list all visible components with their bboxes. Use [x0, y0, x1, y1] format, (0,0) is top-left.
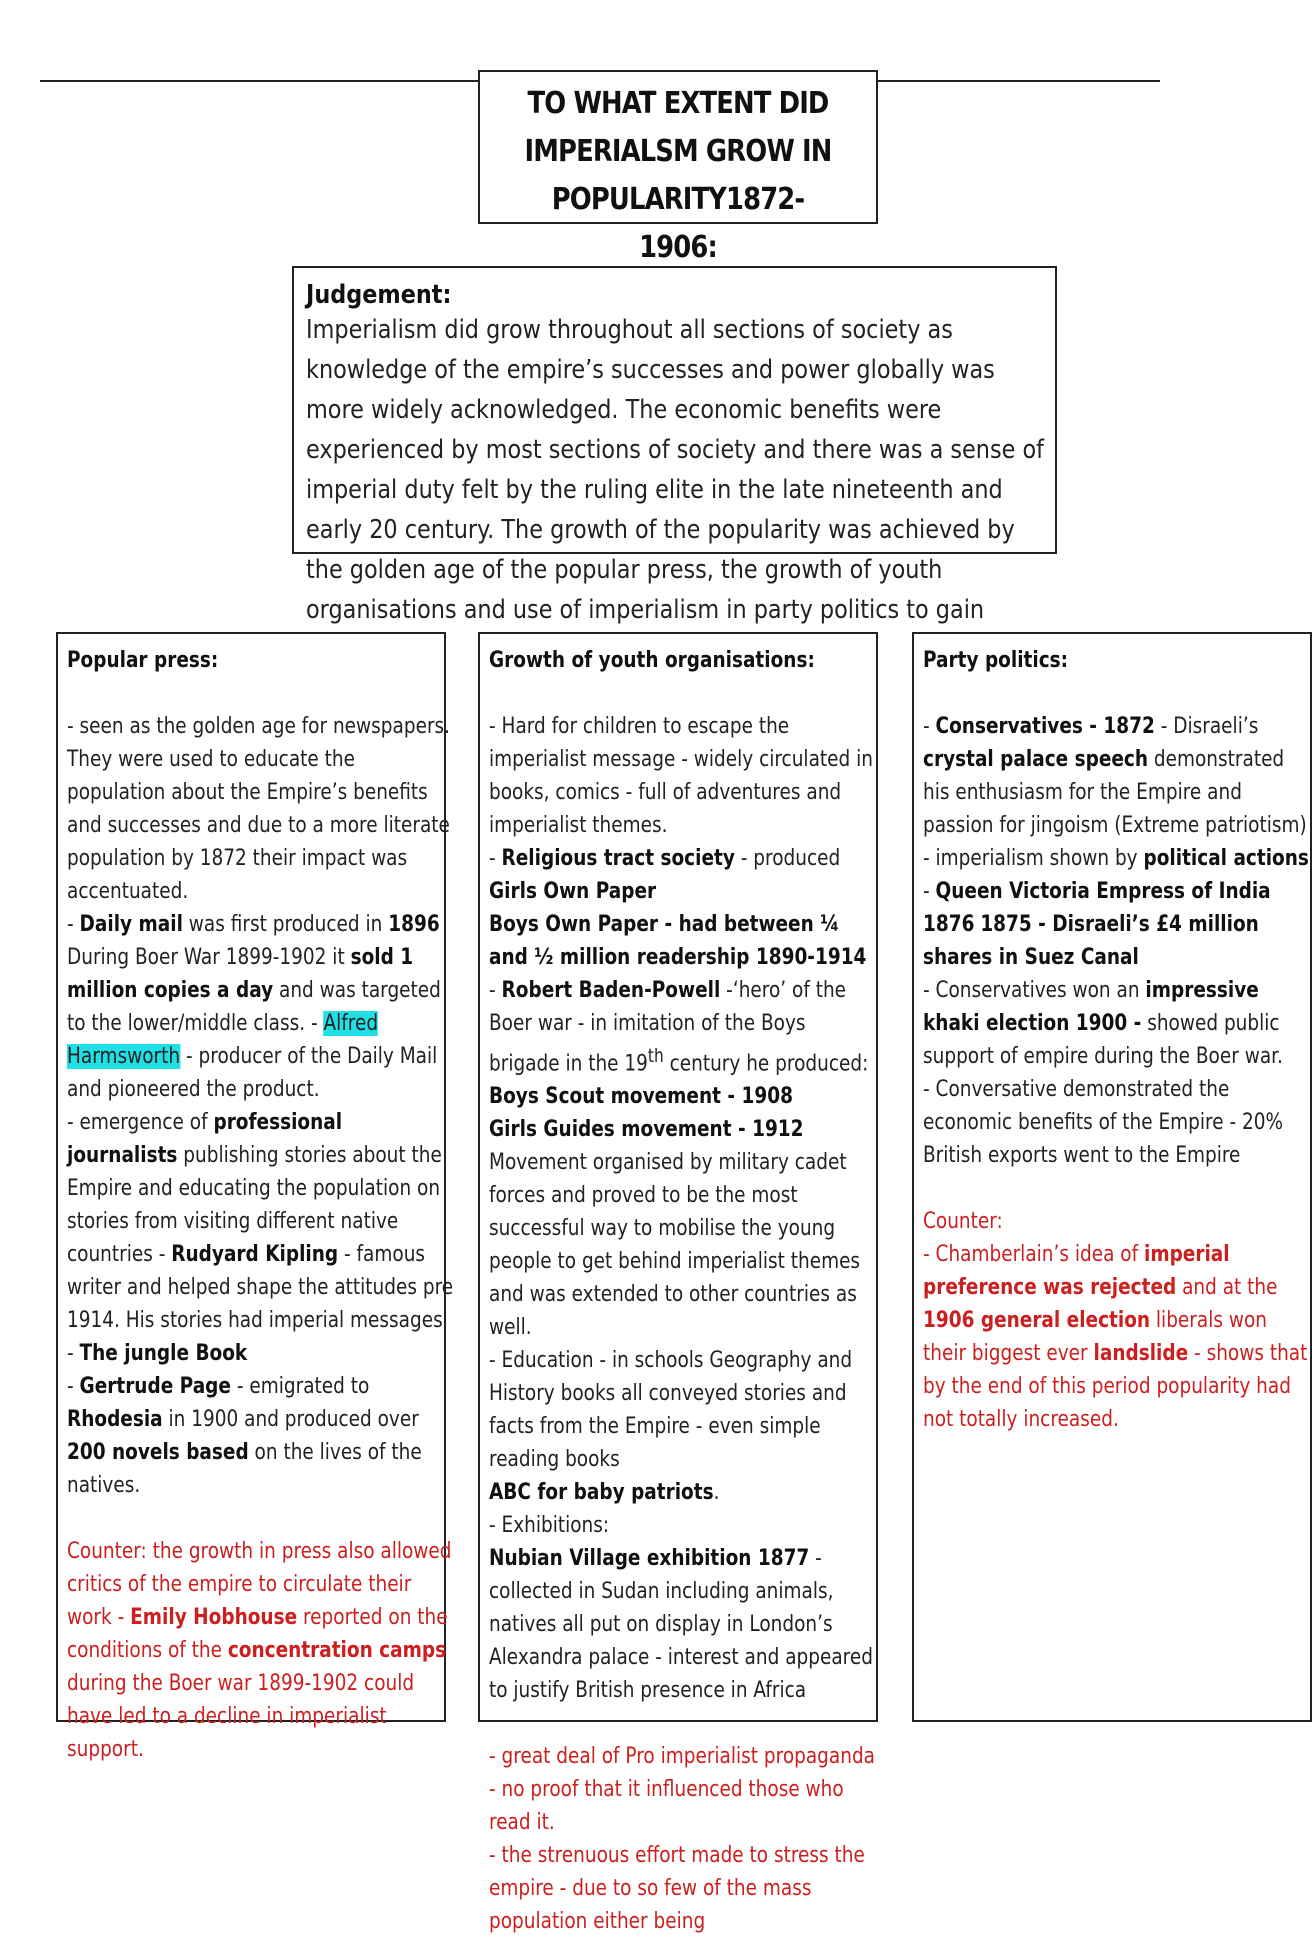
bold-text: Boys Scout movement - 1908 [489, 1084, 793, 1110]
page-title-line: TO WHAT EXTENT DID [527, 86, 829, 121]
text-run: . [713, 1480, 720, 1506]
column-content [489, 644, 875, 1938]
text-run: th [647, 1046, 664, 1067]
bold-text: impressive khaki election 1900 - [923, 978, 1259, 1036]
highlighted-text: Alfred Harmsworth [67, 1011, 379, 1069]
bold-text: 1896 [388, 912, 440, 937]
text-run: - emergence of [67, 1110, 214, 1135]
bold-text: Daily mail [79, 912, 183, 937]
bold-text: Boys Own Paper - had between ¼ and ½ million readership 1890-1914 [489, 912, 867, 970]
bold-text: Emily Hobhouse [130, 1605, 298, 1630]
bold-text: Gertrude Page [79, 1374, 231, 1399]
text-run: century he produced: [663, 1051, 869, 1077]
column-heading: Popular press: [67, 648, 219, 673]
text-run: demonstrated his enthusiasm for the Empire and passion for jingoism (Extreme patriotism) [923, 747, 1307, 838]
text-run: - [923, 714, 936, 739]
notes-paragraph [489, 710, 875, 1707]
text-run: - collected in Sudan including animals, natives all put on display in London’s Alexandra palace - interest and appeared to justify British presence in Africa [489, 1546, 873, 1704]
bold-text: landslide [1093, 1341, 1189, 1366]
text-run: Movement organised by military cadet forces and proved to be the most successful way to mobilise the young people to get behind imperialist themes and was extended to other countries as well. [489, 1150, 861, 1341]
text-run: during the Boer war 1899-1902 could have led to a decline in imperialist support. [67, 1671, 415, 1762]
counter-paragraph [489, 1740, 875, 1938]
bold-text: concentration camps [227, 1638, 447, 1663]
text-run: - emigrated to [230, 1374, 370, 1399]
bold-text: professional journalists [67, 1110, 343, 1168]
header-rule-right [876, 80, 1160, 82]
bold-text: Queen Victoria Empress of India 1876 [923, 879, 1271, 937]
notes-paragraph [67, 710, 453, 1502]
bold-text: sold 1 million copies a day [67, 945, 414, 1003]
bold-text: crystal palace speech [923, 747, 1149, 772]
text-run: - famous writer and helped shape the attitudes pre 1914. His stories had imperial messages - [67, 1242, 454, 1366]
header-rule-left [40, 80, 480, 82]
column-content [923, 644, 1309, 1436]
text-run: reported on the conditions of the [67, 1605, 448, 1663]
text-run: and was targeted to the lower/middle class. - [67, 978, 441, 1036]
bold-text: ABC for baby patriots [489, 1480, 714, 1506]
column-youth-organisations [478, 632, 878, 1935]
text-run: in 1900 and produced over [162, 1407, 419, 1432]
bold-text: The jungle Book [79, 1341, 248, 1366]
text-run: - [489, 978, 502, 1003]
bold-text: Religious tract society [501, 846, 735, 871]
bold-text: imperial preference was rejected [923, 1242, 1230, 1300]
text-run: liberals won their biggest ever [923, 1308, 1267, 1366]
column-popular-press [56, 632, 454, 1762]
text-run: - great deal of Pro imperialist propaganda - no proof that it influenced those who read it. [489, 1744, 876, 1836]
bold-text: political actions [1143, 846, 1309, 871]
text-run: - [67, 912, 80, 937]
text-run: - shows that by the end of this period popularity had not totally increased. [923, 1341, 1308, 1432]
column-party-politics [912, 632, 1312, 1722]
text-run: - Hard for children to escape the imperialist message - widely circulated in books, comics - full of adventures and imperialist themes. [489, 714, 873, 838]
bold-text: 1906 general election [923, 1308, 1151, 1333]
bold-text: Nubian Village exhibition 1877 [489, 1546, 810, 1572]
text-run: was first produced in [182, 912, 389, 937]
counter-paragraph [67, 1535, 453, 1766]
bold-text: 200 novels based [67, 1440, 249, 1465]
text-run: - Conservatives won an [923, 978, 1146, 1003]
bold-text: Girls Own Paper [489, 879, 657, 904]
text-run: - [489, 846, 502, 871]
text-run: - imperialism shown by [923, 846, 1144, 871]
column-content [67, 644, 453, 1766]
text-run: publishing stories about the Empire and educating the population on stories from visiting different native countries - [67, 1143, 442, 1267]
bold-text: Girls Guides movement - 1912 [489, 1117, 804, 1143]
text-run: - Education - in schools Geography and History books all conveyed stories and facts from the Empire - even simple reading books [489, 1348, 853, 1473]
counter-paragraph [923, 1205, 1309, 1436]
notes-paragraph [923, 710, 1309, 1172]
column-heading: Growth of youth organisations: [489, 648, 815, 673]
text-run: - Chamberlain’s idea of [923, 1242, 1144, 1267]
bold-text: Conservatives - 1872 [935, 714, 1155, 739]
text-run: - producer of the Daily Mail and pioneered the product. [67, 1044, 438, 1102]
column-heading: Party politics: [923, 648, 1069, 673]
bold-text: Rudyard Kipling [171, 1242, 339, 1267]
text-run: Counter: [923, 1209, 1003, 1234]
text-run: and at the [1176, 1275, 1278, 1300]
judgement-heading: Judgement: [306, 280, 452, 310]
text-run: showed public support of empire during the Boer war. [923, 1011, 1283, 1069]
text-run: - the strenuous effort made to stress the empire - due to so few of the mass population either being [489, 1843, 865, 1935]
text-run: Counter: the growth in press also allowed critics of the empire to circulate their work - [67, 1539, 452, 1630]
text-run: During Boer War 1899-1902 it [67, 945, 351, 970]
page-title-line: IMPERIALSM GROW IN [524, 134, 832, 169]
text-run: on the lives of the natives. [67, 1440, 422, 1498]
text-run: - Disraeli’s [1154, 714, 1259, 739]
text-run: - seen as the golden age for newspapers. They were used to educate the population about the Empire’s benefits and successes and due to a more literate population by 1872 their impact was accentuated. [67, 714, 451, 904]
text-run: - Conversative demonstrated the economic benefits of the Empire - 20% British exports went to the Empire [923, 1077, 1284, 1168]
text-run: - produced [734, 846, 841, 871]
judgement-box [292, 266, 1057, 625]
judgement-text: Imperialism did grow throughout all sections of society as knowledge of the empire’s successes and power globally was more widely acknowledged. The economic benefits were experienced by most sections of society and there was a sense of imperial duty felt by the ruling elite in the late nineteenth and early 20 century. The growth of the popularity was achieved by the golden age of the popular press, the growth of youth organisations and use of imperialism in party politics to gain [306, 315, 1045, 625]
bold-text: 1875 - Disraeli’s £4 million shares in Suez Canal [923, 912, 1259, 970]
text-run: - [923, 879, 936, 904]
bold-text: Rhodesia [67, 1407, 163, 1432]
text-run: -‘hero’ of the Boer war - in imitation of the Boys brigade in the 19 [489, 978, 847, 1077]
title-box [478, 70, 878, 265]
bold-text: Robert Baden-Powell [501, 978, 721, 1003]
text-run: - [67, 1374, 80, 1399]
text-run: - Exhibitions: [489, 1513, 610, 1539]
page-title-line: POPULARITY1872-1906: [551, 182, 805, 265]
